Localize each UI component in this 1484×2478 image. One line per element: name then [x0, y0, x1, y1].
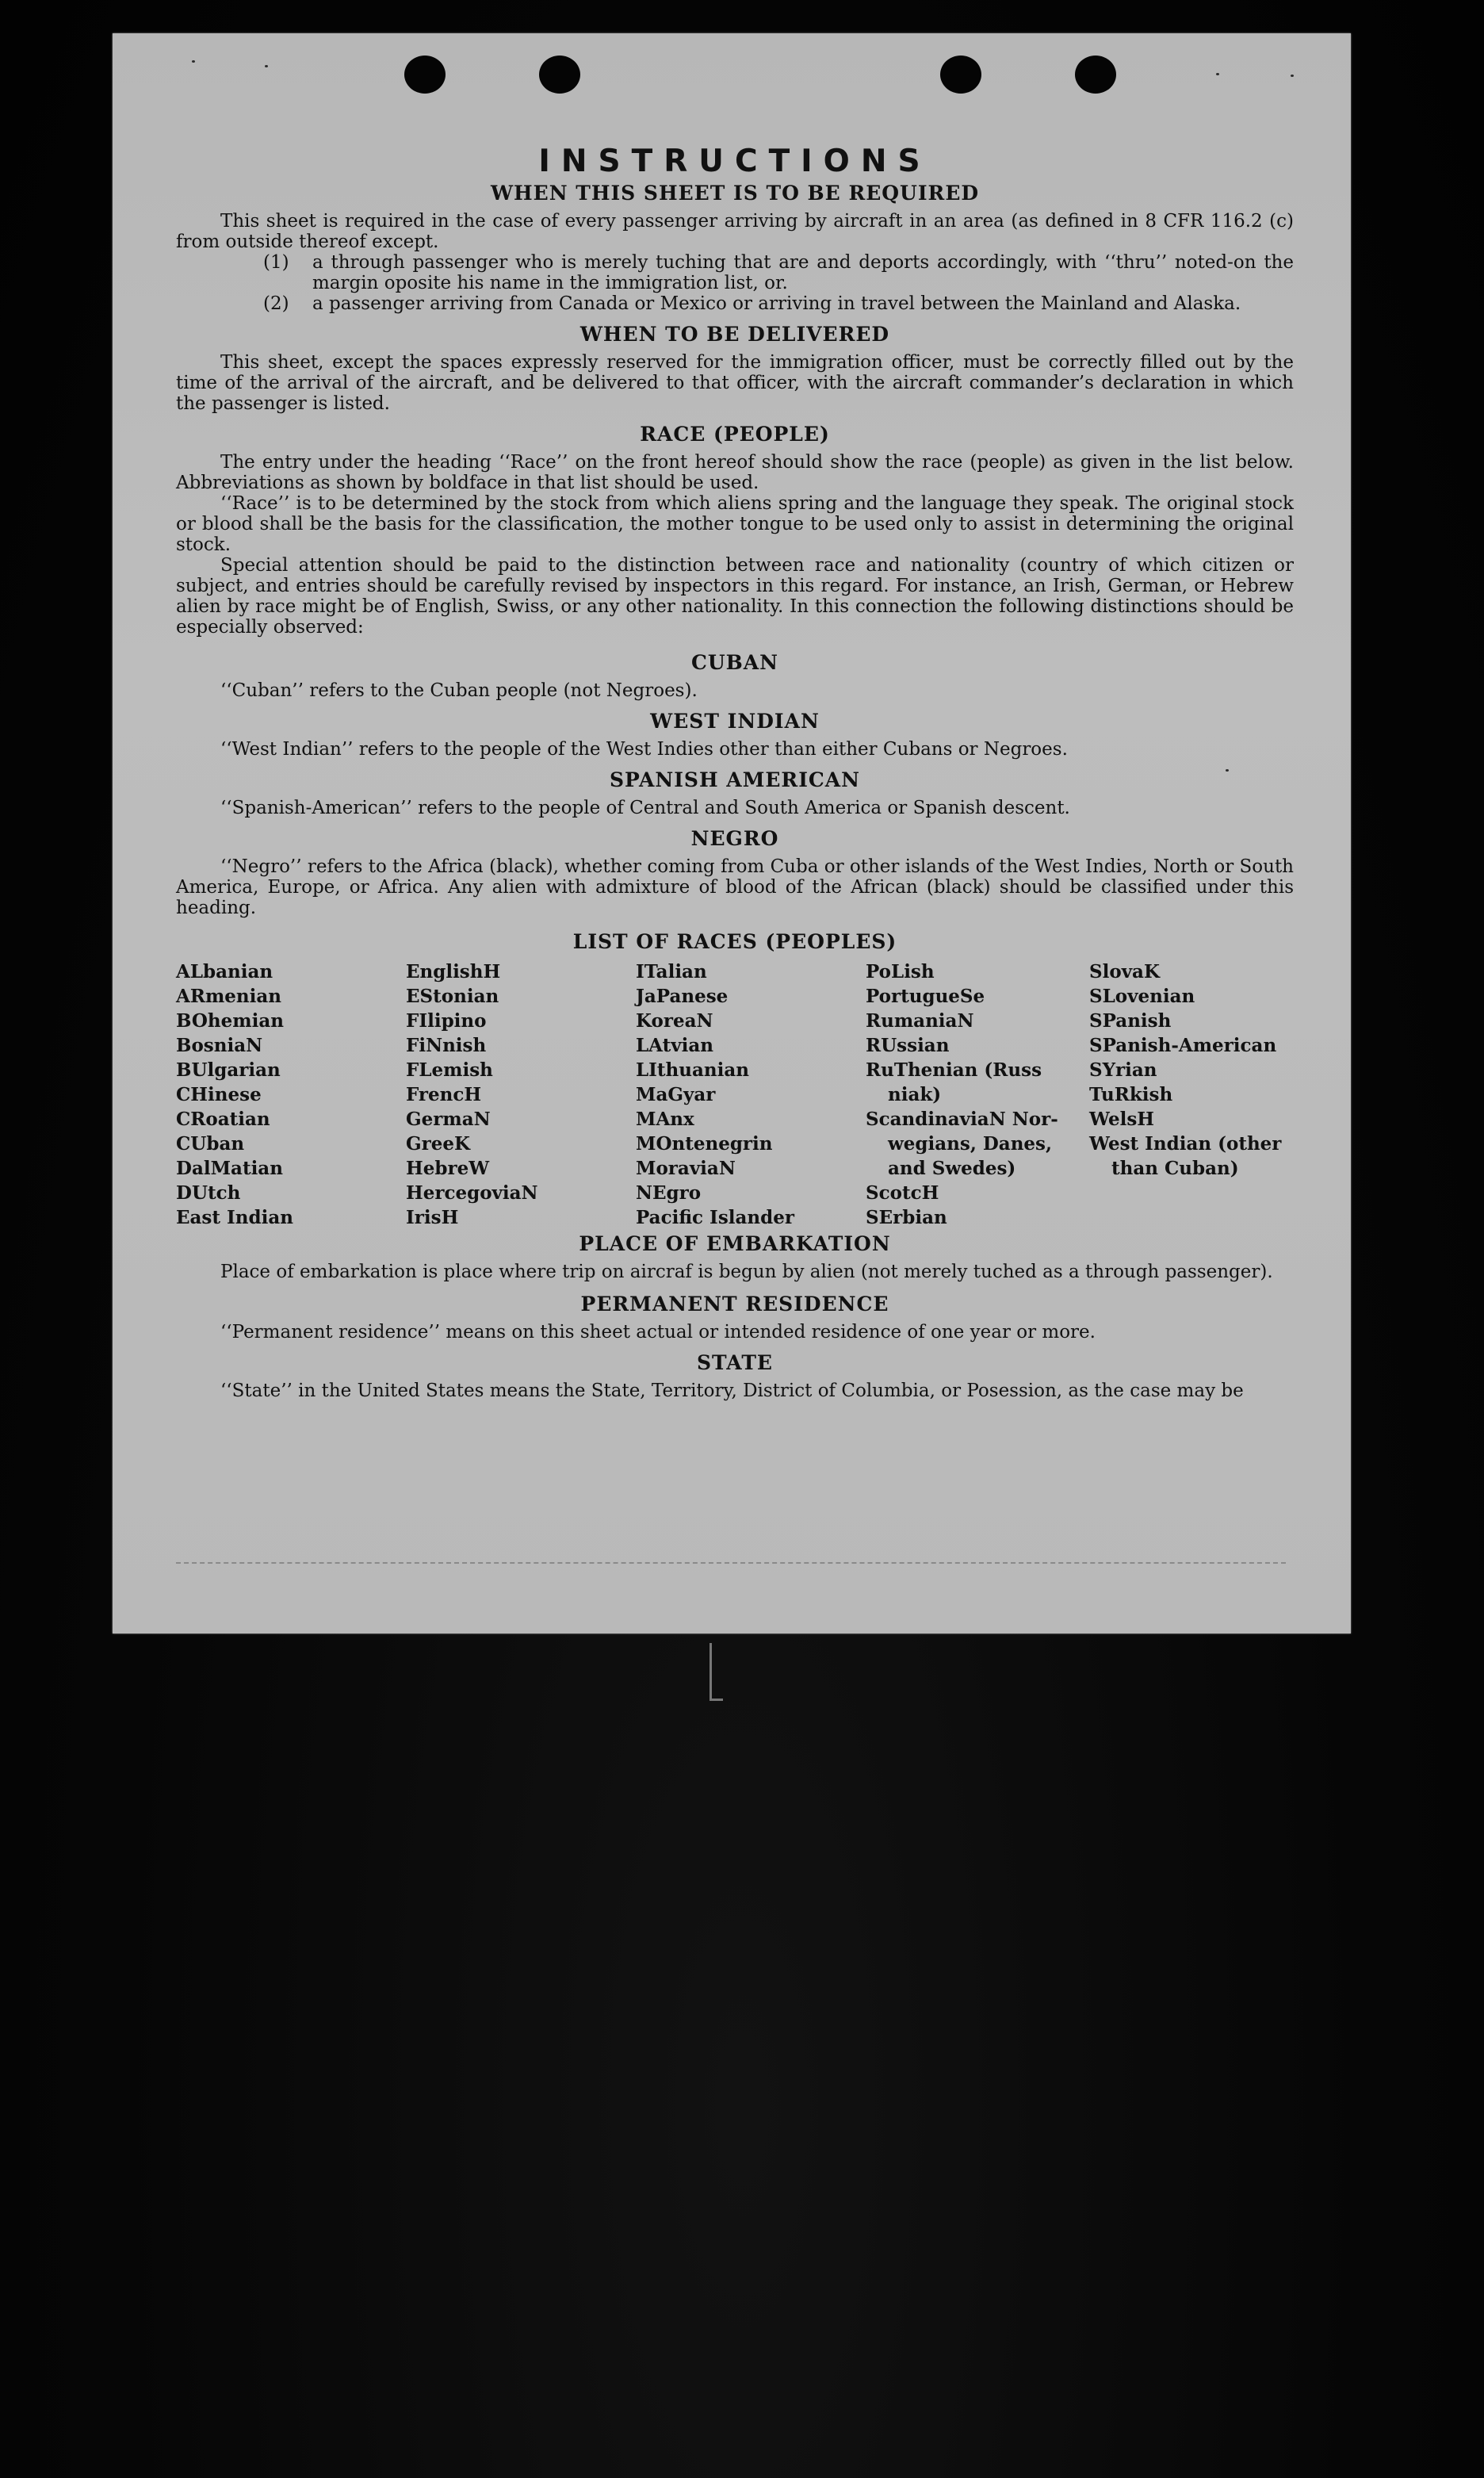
race-entry: HercegoviaN: [406, 1182, 538, 1204]
race-entry: CHinese: [176, 1084, 262, 1105]
section-heading: STATE: [697, 1351, 773, 1374]
item-text: a through passenger who is merely tuching that are and deports accordingly, with ‘‘thru’’ noted-on the margin oposite his name in the immigration list, or.: [312, 252, 1294, 293]
section-heading: WHEN THIS SHEET IS TO BE REQUIRED: [490, 182, 980, 205]
dust-speck: [1216, 73, 1219, 75]
punch-hole: [404, 56, 446, 94]
section-paragraph: ‘‘Race’’ is to be determined by the stock from which aliens spring and the language they speak. The original stock or blood shall be the basis for the classification, the mother tongue to be used only to assist in determining the original stock.: [176, 493, 1294, 555]
race-entry: MOntenegrin: [636, 1133, 773, 1155]
race-entry: FiNnish: [406, 1035, 487, 1056]
race-entry: BUlgarian: [176, 1059, 281, 1081]
list-item: [263, 293, 1294, 314]
page-bottom-rule: [176, 1562, 1286, 1564]
race-entry: FrencH: [406, 1084, 482, 1105]
clip-mark: [709, 1643, 723, 1701]
race-entry: SPanish: [1089, 1010, 1172, 1032]
section-heading: WHEN TO BE DELIVERED: [579, 323, 890, 346]
race-entry: SErbian: [866, 1207, 947, 1228]
race-entry: SYrian: [1089, 1059, 1157, 1081]
race-entry: than Cuban): [1111, 1158, 1239, 1179]
race-entry: RuThenian (Russ: [866, 1059, 1042, 1081]
item-number: (1): [263, 252, 289, 273]
section-paragraph: The entry under the heading ‘‘Race’’ on the front hereof should show the race (people) as given in the list below. Abbreviations as shown by boldface in that list should be used.: [176, 452, 1294, 493]
races-column: [866, 959, 1089, 1230]
races-list: [176, 959, 1294, 1230]
race-entry: RumaniaN: [866, 1010, 974, 1032]
race-entry: LIthuanian: [636, 1059, 749, 1081]
section-heading: PERMANENT RESIDENCE: [580, 1293, 889, 1316]
races-column: [1089, 959, 1294, 1230]
race-entry: SLovenian: [1089, 986, 1195, 1007]
race-entry: WelsH: [1089, 1109, 1155, 1130]
race-entry: CUban: [176, 1133, 245, 1155]
race-entry: JaPanese: [636, 986, 729, 1007]
race-entry: GermaN: [406, 1109, 491, 1130]
document-page: [113, 33, 1351, 1633]
race-entry: LAtvian: [636, 1035, 713, 1056]
section-heading: RACE (PEOPLE): [640, 423, 830, 446]
race-entry: SlovaK: [1089, 961, 1160, 982]
section-paragraph: ‘‘Cuban’’ refers to the Cuban people (not Negroes).: [220, 680, 698, 701]
section-heading: NEGRO: [690, 827, 779, 850]
race-entry: ARmenian: [176, 986, 282, 1007]
race-entry: wegians, Danes,: [888, 1133, 1052, 1155]
section-paragraph: ‘‘State’’ in the United States means the State, Territory, District of Columbia, or Posession, as the case may be: [220, 1381, 1244, 1401]
race-entry: EStonian: [406, 986, 499, 1007]
race-entry: NEgro: [636, 1182, 702, 1204]
section-paragraph: ‘‘Negro’’ refers to the Africa (black), whether coming from Cuba or other islands of the West Indies, North or South America, Europe, or Africa. Any alien with admixture of blood of the African (black) should be classified under this heading.: [176, 856, 1294, 918]
dust-speck: [192, 60, 195, 63]
section-heading: SPANISH AMERICAN: [609, 768, 861, 791]
race-entry: FIlipino: [406, 1010, 487, 1032]
list-item: [263, 252, 1294, 293]
race-entry: ScotcH: [866, 1182, 939, 1204]
race-entry: MAnx: [636, 1109, 694, 1130]
section-heading: CUBAN: [690, 651, 779, 674]
dust-speck: [1291, 75, 1294, 77]
instructions-body: [176, 144, 1294, 1401]
race-entry: FLemish: [406, 1059, 493, 1081]
page-title: INSTRUCTIONS: [538, 144, 931, 179]
section-paragraph: ‘‘West Indian’’ refers to the people of the West Indies other than either Cubans or Negroes.: [220, 739, 1068, 760]
race-entry: niak): [888, 1084, 942, 1105]
race-entry: MaGyar: [636, 1084, 716, 1105]
races-column: [406, 959, 636, 1230]
race-entry: HebreW: [406, 1158, 490, 1179]
race-entry: PoLish: [866, 961, 935, 982]
race-entry: SPanish-American: [1089, 1035, 1277, 1056]
race-entry: CRoatian: [176, 1109, 270, 1130]
section-paragraph: ‘‘Permanent residence’’ means on this sheet actual or intended residence of one year or more.: [220, 1322, 1096, 1342]
race-entry: DalMatian: [176, 1158, 283, 1179]
race-entry: IrisH: [406, 1207, 459, 1228]
item-number: (2): [263, 293, 289, 314]
race-entry: ScandinaviaN Nor-: [866, 1109, 1058, 1130]
race-entry: BOhemian: [176, 1010, 284, 1032]
item-text: a passenger arriving from Canada or Mexico or arriving in travel between the Mainland and Alaska.: [312, 293, 1241, 314]
races-column: [636, 959, 866, 1230]
punch-hole: [940, 56, 981, 94]
punch-hole: [539, 56, 580, 94]
race-entry: GreeK: [406, 1133, 471, 1155]
race-entry: DUtch: [176, 1182, 241, 1204]
section-paragraph: Special attention should be paid to the distinction between race and nationality (country of which citizen or subject, and entries should be carefully revised by inspectors in this regard. For instance, an Irish, German, or Hebrew alien by race might be of English, Swiss, or any other nationality. In this connection the following distinctions should be especially observed:: [176, 555, 1294, 638]
races-column: [176, 959, 406, 1230]
races-heading: LIST OF RACES (PEOPLES): [572, 930, 897, 953]
race-entry: ALbanian: [176, 961, 273, 982]
race-entry: TuRkish: [1089, 1084, 1173, 1105]
race-entry: East Indian: [176, 1207, 293, 1228]
race-entry: PortugueSe: [866, 986, 985, 1007]
race-entry: RUssian: [866, 1035, 950, 1056]
section-heading: PLACE OF EMBARKATION: [579, 1232, 891, 1255]
race-entry: EnglishH: [406, 961, 501, 982]
section-paragraph: ‘‘Spanish-American’’ refers to the people of Central and South America or Spanish descent.: [220, 798, 1070, 818]
section-paragraph: This sheet, except the spaces expressly reserved for the immigration officer, must be correctly filled out by the time of the arrival of the aircraft, and be delivered to that officer, with the aircraft commander’s declaration in which the passenger is listed.: [176, 352, 1294, 414]
section-paragraph: Place of embarkation is place where trip on aircraf is begun by alien (not merely tuched as a through passenger).: [220, 1262, 1273, 1282]
dust-speck: [265, 65, 268, 67]
race-entry: Pacific Islander: [636, 1207, 794, 1228]
race-entry: and Swedes): [888, 1158, 1016, 1179]
race-entry: BosniaN: [176, 1035, 263, 1056]
race-entry: KoreaN: [636, 1010, 713, 1032]
race-entry: West Indian (other: [1089, 1133, 1282, 1155]
section-heading: WEST INDIAN: [650, 710, 820, 733]
race-entry: ITalian: [636, 961, 707, 982]
punch-hole: [1075, 56, 1116, 94]
section-paragraph: This sheet is required in the case of every passenger arriving by aircraft in an area (as defined in 8 CFR 116.2 (c) from outside thereof except.: [176, 211, 1294, 252]
race-entry: MoraviaN: [636, 1158, 736, 1179]
